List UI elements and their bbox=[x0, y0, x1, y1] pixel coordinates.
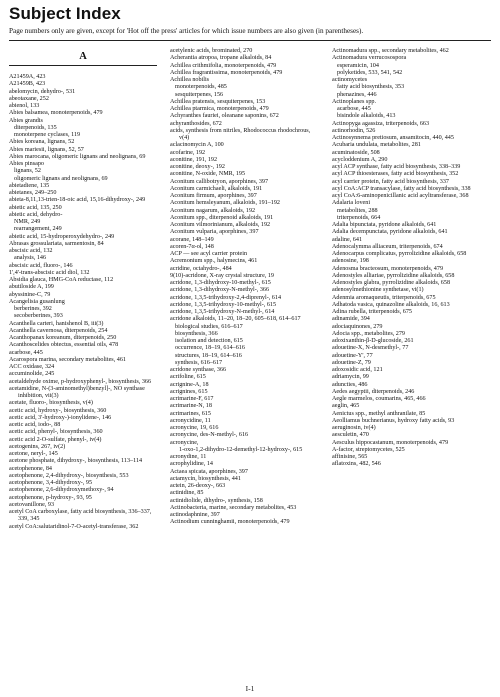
section-letter: A bbox=[9, 50, 157, 66]
index-entry: ACC oxidase, 324 bbox=[9, 364, 55, 370]
index-entry: 9(10)-acridone, X-ray crystal structure, 19 bbox=[170, 272, 275, 279]
index-entry: acrignines, 615 bbox=[170, 388, 208, 395]
index-entry: acetyl CoA carboxylase, fatty acid biosynthesis, 336–337, 339, 345 bbox=[9, 509, 152, 523]
index-entry: aclacinomycin A, 100 bbox=[170, 142, 224, 149]
index-entry: actamycin, biosynthesis, 441 bbox=[170, 475, 241, 482]
index-subentry: secoberberines, 393 bbox=[14, 313, 63, 320]
index-entry: acetic acid 2-O-sulfate, phenyl-, iv(4) bbox=[9, 436, 102, 443]
index-entry: Acangelisia gusanlung bbox=[9, 298, 65, 305]
index-entry: A21459B, 423 bbox=[9, 81, 46, 88]
index-entry: Adenmia aromaqueutis, triterpenoids, 675 bbox=[332, 294, 436, 301]
index-entry: actinodaphnine, 397 bbox=[170, 512, 220, 518]
entry-list bbox=[9, 74, 157, 531]
index-entry: acetophenone, 84 bbox=[9, 465, 52, 472]
index-entry: Adenocalymma alliaceum, triterpenoids, 674 bbox=[332, 243, 443, 250]
index-entry: Actinopyga agassiza, triterpenoids, 663 bbox=[332, 120, 430, 127]
index-entry: acyl CoA:6-aminopenicillanic acid acyltransferase, 368 bbox=[332, 193, 469, 199]
index-entry: Acremonium spp., halymecins, 461 bbox=[170, 258, 258, 265]
index-subentry: synthesis, 616–617 bbox=[175, 359, 223, 366]
index-entry: acrophylidine, 14 bbox=[170, 461, 213, 468]
index-entry: Absidia glauca, HMG-CoA reductase, 112 bbox=[9, 277, 114, 283]
index-entry: Adalia decempunctata, pyridone alkaloids, 641 bbox=[332, 229, 448, 236]
index-entry: acrimarines, 615 bbox=[170, 410, 211, 417]
index-entry: acronycidine, 11 bbox=[170, 417, 211, 424]
index-entry: Abies balsamea, monoterpenoids, 479 bbox=[9, 110, 103, 117]
index-entry: acetophenone, 3,4-dihydroxy-, 95 bbox=[9, 480, 93, 486]
index-entry: acoren-7α-ol, 148 bbox=[170, 243, 214, 250]
index-entry: aconitine, deoxy-, 192 bbox=[170, 164, 225, 170]
index-subentry: acarbose, 445 bbox=[337, 106, 371, 112]
index-entry: Abies pinsapo bbox=[9, 161, 44, 167]
index-entry: adenosylmethionine synthetase, vi(1) bbox=[332, 287, 424, 294]
index-subentry: structures, 18–19, 614–616 bbox=[175, 352, 242, 359]
index-entry: Abies marocana, oligomeric lignans and neolignans, 69 bbox=[9, 153, 146, 160]
index-entry: adaline, 641 bbox=[332, 236, 363, 243]
index-subentry: metabolites, 288 bbox=[337, 207, 378, 214]
index-entry: acarbose, 445 bbox=[9, 349, 43, 356]
index-subentry: biosynthesis, 366 bbox=[175, 330, 218, 337]
entry-list bbox=[332, 48, 480, 469]
index-entry: Acubaria undulata, metabolites, 281 bbox=[332, 142, 421, 149]
index-entry: acofarine, 192 bbox=[170, 149, 206, 156]
index-column-1 bbox=[9, 48, 157, 531]
index-entry: acronycine, 19, 616 bbox=[170, 425, 219, 431]
header-rule bbox=[9, 40, 491, 41]
index-entry: Adenocarpus complicatus, pyrrolizidine alkaloids, 658 bbox=[332, 251, 467, 257]
index-entry: acrimarine-F, 617 bbox=[170, 396, 214, 402]
index-entry: Acanthella cavernosa, diterpenoids, 254 bbox=[9, 327, 108, 334]
index-entry: acetophenone, 2,4-dihydroxy-, biosynthesis, 553 bbox=[9, 472, 129, 479]
index-entry: abietic acid, 135, 250 bbox=[9, 204, 62, 211]
index-entry: abscisic acid, 132 bbox=[9, 248, 53, 254]
index-entry: acridone synthase, 366 bbox=[170, 367, 227, 373]
index-entry: acuminatoside, 508 bbox=[332, 149, 380, 156]
index-subentry: rearrangement, 249 bbox=[14, 226, 62, 233]
index-entry: acetaldehyde oxime, p-hydroxyphenyl-, biosynthesis, 366 bbox=[9, 378, 152, 385]
index-entry: Aconitum vulparia, aporphines, 397 bbox=[170, 229, 259, 236]
index-entry: abieta-8,11,13-trien-18-oic acid, 15,16-dihydroxy-, 249 bbox=[9, 197, 146, 204]
index-entry: accuminolide, 245 bbox=[9, 371, 55, 378]
index-column-2 bbox=[170, 48, 318, 527]
index-entry: acyl ACP synthase, fatty acid biosynthesis, 338–339 bbox=[332, 164, 461, 170]
index-entry: Aconitum carmichaeli, alkaloids, 191 bbox=[170, 185, 263, 192]
index-entry: aeglin, 465 bbox=[332, 403, 360, 410]
index-entry: Acanthopanax koreanum, diterpenoids, 250 bbox=[9, 335, 117, 341]
index-entry: actinidiolide, dihydro-, synthesis, 158 bbox=[170, 497, 263, 504]
index-entry: affinisine, 565 bbox=[332, 454, 368, 460]
index-entry: Actinodium cunninghamii, monoterpenoids, 479 bbox=[170, 519, 290, 526]
index-entry: actinomycetes bbox=[332, 77, 368, 83]
index-entry: Achillea pratensis, sesquiterpenes, 153 bbox=[170, 98, 266, 105]
index-entry: acrimarine-N, 18 bbox=[170, 403, 212, 410]
index-subentry: sesquiterpenes, 156 bbox=[175, 91, 224, 98]
index-subentry: phenazines, 446 bbox=[337, 91, 377, 98]
index-entry: Acanthella carteri, hanishenol B, iii(3) bbox=[9, 320, 104, 327]
index-entry: Aconitum nagarum, alkaloids, 192 bbox=[170, 207, 256, 214]
index-entry: Achillea crithmifolia, monoterpenoids, 479 bbox=[170, 62, 277, 69]
index-entry: Acanthoscelides obtectus, essential oils, 478 bbox=[9, 342, 119, 349]
index-entry: abutiloside A, 199 bbox=[9, 284, 54, 291]
index-entry: Aconitum firmum, aporphines, 397 bbox=[170, 193, 257, 199]
index-entry: Adalia bipunctata, pyridone alkaloids, 641 bbox=[332, 222, 437, 228]
index-subentry: fatty acid biosynthesis, 353 bbox=[337, 84, 405, 91]
index-entry: acetate, fluoro-, biosynthesis, v(4) bbox=[9, 400, 93, 407]
index-entry: abelomycin, dehydro-, 531 bbox=[9, 88, 76, 95]
index-entry: Aconitum hemsleyanum, alkaloids, 191–192 bbox=[170, 200, 281, 207]
index-entry: Abies grandis bbox=[9, 117, 43, 124]
index-subentry: biological studies, 616–617 bbox=[175, 323, 243, 330]
index-subentry: triterpenoids, 664 bbox=[337, 214, 381, 221]
index-entry: Adenostyles alliariae, pyrrolizidine alkaloids, 658 bbox=[332, 272, 455, 279]
index-subentry: polyketides, 533, 541, 542 bbox=[337, 69, 403, 76]
index-entry: acids, synthesis from nitriles, Rhodococcus rhodochrous, v(4) bbox=[170, 127, 311, 141]
index-subentry: lignans, 52 bbox=[14, 168, 41, 175]
index-entry: adociaquinones, 279 bbox=[332, 323, 383, 330]
index-entry: acetic acid, 3'-hydroxy-)-ionylidene-, 146 bbox=[9, 414, 112, 421]
index-entry: Actinomadura verrucosospora bbox=[332, 55, 407, 62]
index-entry: Acherantia atropoa, tropane alkaloids, 84 bbox=[170, 55, 272, 62]
index-entry: acetamidine, N-(3-aminomethyl)benzyl]-, NO synthase inhibition, vii(3) bbox=[9, 385, 145, 399]
index-subentry: analysis, 146 bbox=[14, 255, 47, 262]
index-entry: actein, 26-deoxy-, 663 bbox=[170, 483, 226, 489]
index-entry: acyl ACP thioesterases, fatty acid biosynthesis, 352 bbox=[332, 171, 459, 178]
index-entry: actinidine, 85 bbox=[170, 490, 204, 497]
index-entry: Actinosynnema pretiosum, ansamitocin, 440, 445 bbox=[332, 135, 454, 141]
index-subentry: berberines, 392 bbox=[14, 306, 52, 312]
index-entry: Adenostyles glabra, pyrrolizidine alkaloids, 658 bbox=[332, 280, 451, 286]
index-entry: abscisic acid, fluoro-, 146 bbox=[9, 262, 73, 269]
index-entry: Abrasas grossulariata, sarmentosin, 84 bbox=[9, 240, 104, 247]
index-subentry: esperamicin, 104 bbox=[337, 62, 379, 69]
index-entry: adenosine, 198 bbox=[332, 258, 369, 265]
index-entry: Actinomadura spp., secondary metabolites, 462 bbox=[332, 48, 449, 54]
index-entry: abietadiene, 135 bbox=[9, 182, 50, 189]
index-entry: acorane, 148–149 bbox=[170, 236, 214, 243]
index-entry: aduncties, 486 bbox=[332, 381, 368, 388]
entry-list bbox=[170, 48, 318, 527]
index-entry: abietic acid, 15-hydroperoxydehydro-, 249 bbox=[9, 233, 115, 240]
index-subentry: monoterpenoids, 485 bbox=[175, 84, 227, 91]
index-entry: abienol, 133 bbox=[9, 103, 40, 109]
index-entry: acronydine, 11 bbox=[170, 454, 207, 460]
index-subentry: monoterpene cyclases, 119 bbox=[14, 132, 81, 138]
index-entry: achyranthosides, 672 bbox=[170, 120, 222, 127]
index-entry: Aconitum spp., diterpenoid alkaloids, 191 bbox=[170, 214, 274, 221]
index-entry: acridone alkaloids, 11–20, 18–20, 605–618, 614–617 bbox=[170, 316, 301, 323]
index-entry: ACP — see acyl carrier protein bbox=[170, 251, 248, 257]
index-entry: Adenosma bracteosum, monoterpenoids, 479 bbox=[332, 265, 444, 272]
page-subtitle: Page numbers only are given, except for 'Hot off the press' articles for which issue numbers are also given (in parentheses). bbox=[9, 27, 364, 35]
index-entry: abietic acid, dehydro- bbox=[9, 211, 63, 218]
index-entry: acyl carrier protein, fatty acid biosynthesis, 337 bbox=[332, 178, 449, 185]
index-entry: Actinoplanes spp. bbox=[332, 98, 377, 105]
index-entry: Aconitum callibotryon, aporphines, 397 bbox=[170, 178, 269, 185]
index-entry: acetylenic acids, brominated, 270 bbox=[170, 48, 253, 54]
index-entry: acrifoline, 615 bbox=[170, 374, 206, 381]
index-entry: acetophenone, p-hydroxy-, 93, 95 bbox=[9, 494, 92, 501]
index-entry: acronycine, des-N-methyl-, 616 bbox=[170, 432, 249, 439]
index-entry: Achillea ptarmica, monoterpenoids, 479 bbox=[170, 106, 269, 112]
index-entry: acridone, 1,3-dihydroxy-N-methyl-, 366 bbox=[170, 287, 270, 294]
index-entry: Adocia spp., metabolites, 279 bbox=[332, 330, 405, 337]
index-entry: Adalaria loveni bbox=[332, 200, 371, 207]
index-entry: Abies mariesii, lignans, 52, 57 bbox=[9, 146, 84, 153]
index-entry: abietanes, 249–250 bbox=[9, 190, 57, 196]
index-entry: Aedes aegyptii, diterpenoids, 246 bbox=[332, 388, 415, 395]
index-entry: Aegle marmelos, coumarins, 465, 466 bbox=[332, 396, 426, 402]
index-entry: A-factor, streptomycetes, 525 bbox=[332, 446, 405, 453]
index-entry: acyl CoA:ACP transacylase, fatty acid biosynthesis, 338 bbox=[332, 185, 471, 192]
index-entry: acridine, octahydro-, 484 bbox=[170, 265, 232, 272]
index-entry: aeruginosin, iv(4) bbox=[332, 425, 376, 431]
index-subentry: oligomeric lignans and neolignans, 69 bbox=[14, 175, 108, 182]
index-entry: Aeolliamus buchnerianus, hydroxy fatty acids, 93 bbox=[332, 417, 455, 424]
index-entry: Aconitum vilmorinianum, alkaloids, 192 bbox=[170, 222, 271, 228]
index-entry: adriamycin, 99 bbox=[332, 374, 369, 381]
index-entry: acrignine-A, 18 bbox=[170, 381, 209, 388]
index-subentry: diterpenoids, 135 bbox=[14, 124, 57, 131]
index-entry: 1',4'-trans-abscisic acid diol, 132 bbox=[9, 269, 90, 276]
index-subentry: NMR, 249 bbox=[14, 219, 41, 225]
index-entry: acetone, neryl-, 145 bbox=[9, 451, 58, 457]
index-entry: adoxosidic acid, 121 bbox=[332, 367, 383, 373]
index-entry: acetic acid, phenyl-, biosynthesis, 360 bbox=[9, 429, 103, 436]
index-entry: actinorhodin, 526 bbox=[332, 127, 376, 134]
index-entry: aflatoxins, 482, 546 bbox=[332, 461, 381, 468]
index-entry: Actinobacteria, marine, secondary metabolites, 453 bbox=[170, 504, 297, 511]
index-subentry: isolation and detection, 615 bbox=[175, 338, 243, 344]
index-entry: acetone phosphate, dihydroxy-, biosynthesis, 113–114 bbox=[9, 458, 143, 465]
index-entry: Abies koreana, lignans, 52 bbox=[9, 139, 75, 146]
index-entry: A21459A, 423 bbox=[9, 74, 46, 80]
index-entry: adoxixanthin-β-D-glucoside, 261 bbox=[332, 338, 414, 344]
index-entry: acycloddenium A, 290 bbox=[332, 156, 388, 163]
index-entry: adouetine-Y', 77 bbox=[332, 352, 373, 359]
index-entry: Acarospora marina, secondary metabolites, 461 bbox=[9, 356, 126, 363]
index-entry: adinamide, 394 bbox=[332, 316, 370, 323]
index-entry: adouetine-X, N-desmethyl-, 77 bbox=[332, 345, 409, 352]
index-entry: Achyranthes fauriei, oleanane saponins, 672 bbox=[170, 113, 279, 120]
index-entry: Aenictus spp., methyl anthranilate, 85 bbox=[332, 410, 426, 417]
index-entry: aconitine, 191, 192 bbox=[170, 156, 218, 163]
index-entry: acridone, 1,3,5-trihydroxy-N-methyl-, 614 bbox=[170, 309, 275, 315]
index-entry: acetic acid, hydroxy-, biosynthesis, 360 bbox=[9, 407, 107, 414]
index-entry: Adina rubella, triterpenoids, 675 bbox=[332, 309, 412, 315]
index-entry: acridone, 1,3,5-trihydroxy-2,4-diprenyl-, 614 bbox=[170, 294, 282, 301]
page-title: Subject Index bbox=[9, 4, 121, 23]
index-entry: acetic acid, iodo-, 88 bbox=[9, 422, 61, 428]
page-number: I-1 bbox=[245, 684, 255, 693]
index-entry: acetogenins, 267, iv(2) bbox=[9, 443, 66, 450]
index-entry: acetyl CoA:salutaridinol-7-O-acetyl-transferase, 362 bbox=[9, 523, 139, 530]
index-entry: aconitine, N-oxide, NMR, 195 bbox=[170, 171, 246, 178]
index-entry: abeotaxane, 252 bbox=[9, 95, 49, 102]
index-entry: Adhatoda vasica, quinazoline alkaloids, 16, 613 bbox=[332, 301, 450, 308]
index-entry: acronycine, bbox=[170, 439, 199, 446]
index-subentry: 1-oxo-1,2-dihydro-12-demethyl-12-hydroxy-, 615 bbox=[179, 446, 303, 453]
index-entry: Achillea fragrantissima, monoterpenoids, 479 bbox=[170, 69, 283, 76]
index-entry: acridone, 1,3-dihydroxy-10-methyl-, 615 bbox=[170, 280, 271, 286]
index-entry: Actaea spicata, aporphines, 397 bbox=[170, 468, 248, 475]
index-entry: acetophenone, 2,6-dihydroxymethoxy-, 94 bbox=[9, 487, 114, 494]
index-entry: abyssinine-C, 79 bbox=[9, 291, 51, 298]
index-entry: Aesculus hippocastanum, monoterpenoids, 479 bbox=[332, 439, 449, 446]
index-entry: acridone, 1,3,5-trihydroxy-10-methyl-, 615 bbox=[170, 301, 277, 308]
index-entry: Achillea nobilis bbox=[170, 77, 210, 83]
index-entry: aesculetin, 470 bbox=[332, 432, 369, 439]
index-subentry: occurrence, 18–19, 614–616 bbox=[175, 345, 245, 352]
index-entry: acetovanillone, 93 bbox=[9, 501, 55, 508]
index-column-3 bbox=[332, 48, 480, 469]
index-subentry: bisindole alkaloids, 413 bbox=[337, 113, 396, 120]
index-entry: adouetine-Z, 79 bbox=[332, 359, 371, 366]
